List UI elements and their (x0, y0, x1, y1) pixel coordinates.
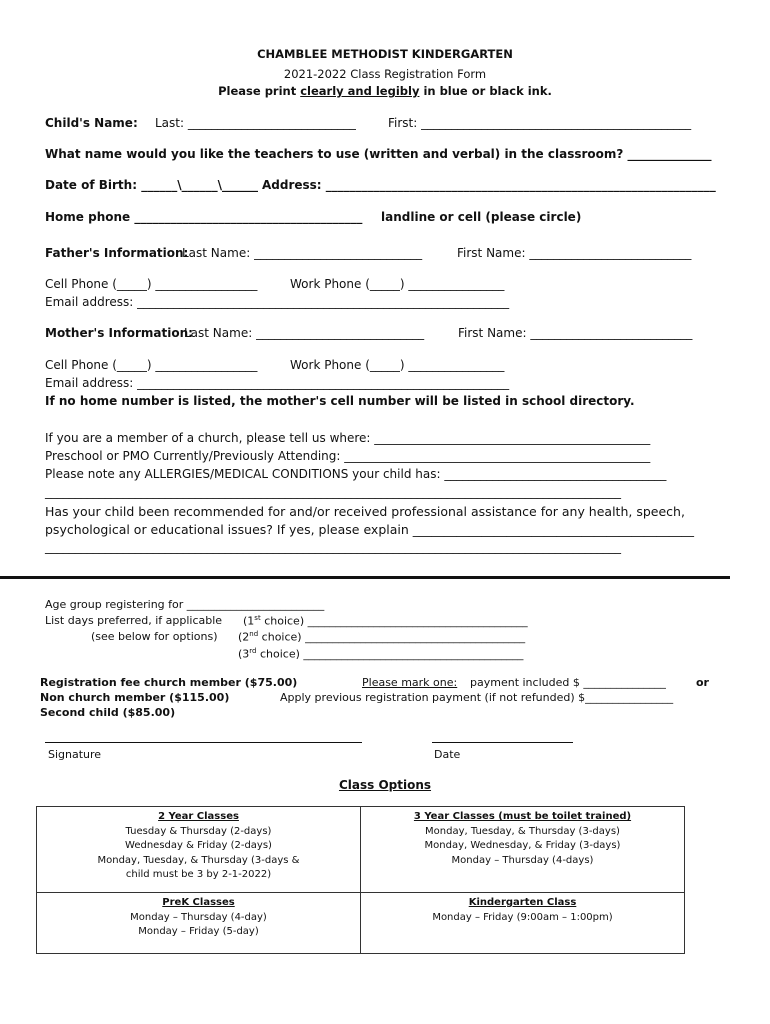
three-year-classes-cell (361, 810, 684, 868)
father-last-name-field[interactable]: Last Name: ____________________________ (182, 246, 423, 260)
assistance-explain-field[interactable]: psychological or educational issues? If yes, please explain _____________________________________________ (45, 522, 695, 537)
mother-cell-phone-field[interactable]: Cell Phone (_____) _________________ (45, 358, 258, 372)
kindergarten-heading: Kindergarten Class (468, 897, 577, 908)
mother-first-name-field[interactable]: First Name: ___________________________ (458, 326, 693, 340)
fee-second-child: Second child ($85.00) (40, 706, 176, 719)
days-preferred-label: List days preferred, if applicable (45, 614, 223, 627)
three-year-heading: 3 Year Classes (must be toilet trained) (413, 811, 632, 822)
date-of-birth-field[interactable]: Date of Birth: ______\______\______ (45, 178, 258, 192)
prek-classes-cell (37, 896, 360, 940)
home-phone-field[interactable]: Home phone ______________________________________ (45, 210, 363, 224)
fee-non-member: Non church member ($115.00) (40, 691, 230, 704)
two-year-option: Tuesday & Thursday (2-days) (125, 825, 272, 837)
two-year-classes-cell (37, 810, 360, 883)
two-year-option: child must be 3 by 2-1-2022) (125, 869, 272, 880)
kindergarten-class-cell (361, 896, 684, 925)
prek-option: Monday – Thursday (4-day) (130, 911, 267, 923)
date-label: Date (434, 748, 461, 761)
prek-heading: PreK Classes (162, 897, 235, 908)
child-last-name-field[interactable]: Last: ____________________________ (155, 116, 356, 130)
prek-option: Monday – Friday (5-day) (138, 926, 259, 937)
three-year-option: Monday – Thursday (4-days) (451, 854, 594, 866)
two-year-heading: 2 Year Classes (158, 811, 239, 822)
three-year-option: Monday, Wednesday, & Friday (3-days) (424, 840, 621, 851)
teacher-name-field[interactable]: What name would you like the teachers to use (written and verbal) in the classroom? ______________ (45, 147, 712, 161)
father-email-field[interactable]: Email address: ______________________________________________________________ (45, 295, 510, 309)
school-name: CHAMBLEE METHODIST KINDERGARTEN (257, 47, 513, 61)
mother-last-name-field[interactable]: Last Name: ____________________________ (184, 326, 425, 340)
table-divider-horizontal (37, 892, 684, 893)
three-year-option: Monday, Tuesday, & Thursday (3-days) (425, 825, 620, 837)
father-first-name-field[interactable]: First Name: ___________________________ (457, 246, 692, 260)
see-below-note: (see below for options) (91, 630, 218, 643)
class-options-table (36, 806, 685, 954)
mark-one-label: Please mark one: (362, 676, 458, 689)
two-year-option: Monday, Tuesday, & Thursday (3-days & (97, 854, 300, 866)
age-group-field[interactable]: Age group registering for _________________________ (45, 598, 325, 611)
first-choice-field[interactable]: (1st choice) ________________________________________ (243, 614, 528, 628)
child-name-label: Child's Name: (45, 116, 138, 130)
payment-included-field[interactable]: payment included $ _______________ (470, 676, 666, 689)
kindergarten-option: Monday – Friday (9:00am – 1:00pm) (432, 911, 613, 923)
section-divider (0, 576, 730, 579)
signature-line[interactable] (45, 742, 362, 743)
class-options-title: Class Options (338, 778, 432, 792)
allergies-field[interactable]: Please note any ALLERGIES/MEDICAL CONDITIONS your child has: _____________________________________ (45, 467, 667, 481)
church-field[interactable]: If you are a member of a church, please tell us where: ______________________________________________ (45, 431, 651, 445)
address-field[interactable]: Address: _________________________________________________________________ (262, 178, 716, 192)
assistance-extra-line[interactable]: ________________________________________________________________________________________________ (45, 540, 621, 554)
third-choice-field[interactable]: (3rd choice) ________________________________________ (238, 647, 524, 661)
father-work-phone-field[interactable]: Work Phone (_____) ________________ (290, 277, 505, 291)
apply-previous-payment-field[interactable]: Apply previous registration payment (if not refunded) $________________ (280, 691, 674, 704)
ink-instruction: Please print clearly and legibly in blue or black ink. (218, 84, 552, 98)
or-label: or (696, 676, 709, 689)
signature-label: Signature (48, 748, 102, 761)
allergies-extra-line[interactable]: ________________________________________________________________________________________________ (45, 485, 621, 499)
mother-work-phone-field[interactable]: Work Phone (_____) ________________ (290, 358, 505, 372)
father-info-label: Father's Information: (45, 246, 189, 260)
assistance-question: Has your child been recommended for and/or received professional assistance for any health, speech, (45, 504, 685, 519)
mother-info-label: Mother's Information: (45, 326, 193, 340)
phone-type-choice[interactable]: landline or cell (please circle) (381, 210, 582, 224)
second-choice-field[interactable]: (2nd choice) ________________________________________ (238, 630, 526, 644)
date-line[interactable] (432, 742, 573, 743)
mother-email-field[interactable]: Email address: ______________________________________________________________ (45, 376, 510, 390)
form-title: 2021-2022 Class Registration Form (283, 67, 487, 81)
two-year-option: Wednesday & Friday (2-days) (125, 840, 272, 851)
fee-church-member: Registration fee church member ($75.00) (40, 676, 298, 689)
father-cell-phone-field[interactable]: Cell Phone (_____) _________________ (45, 277, 258, 291)
child-first-name-field[interactable]: First: _____________________________________________ (388, 116, 692, 130)
directory-note: If no home number is listed, the mother's cell number will be listed in school directory. (45, 394, 635, 408)
preschool-field[interactable]: Preschool or PMO Currently/Previously Attending: ___________________________________________________ (45, 449, 651, 463)
